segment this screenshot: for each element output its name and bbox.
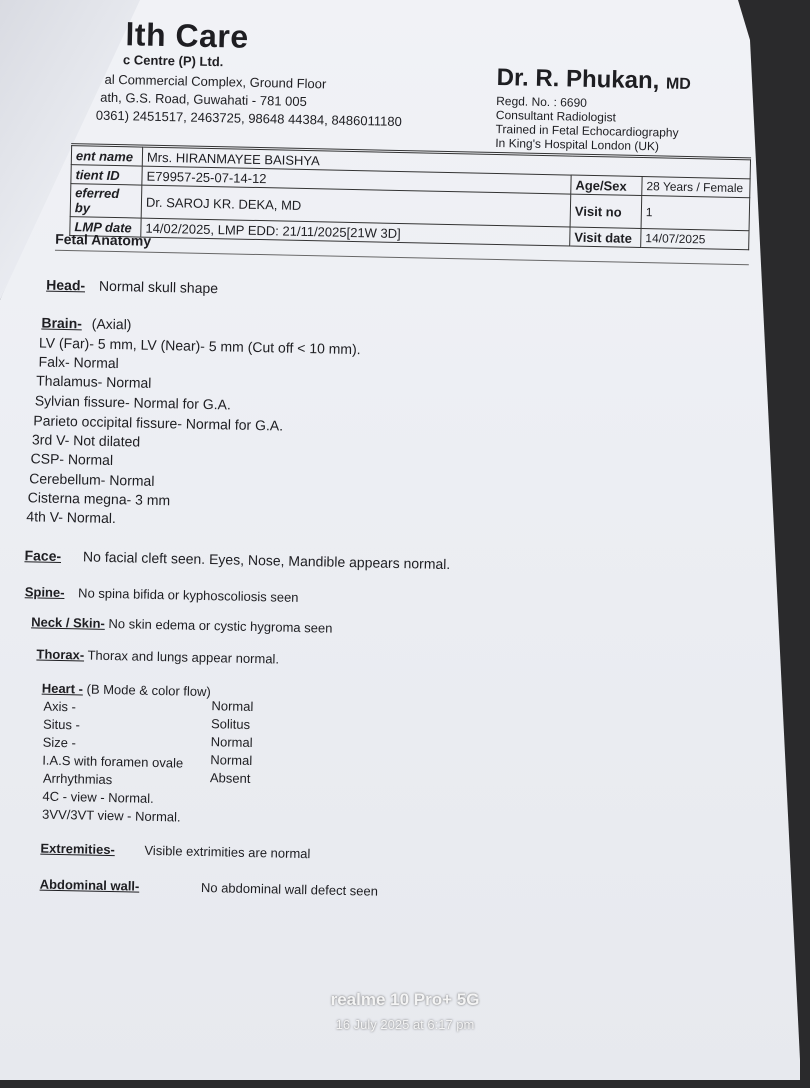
brain-line: LV (Far)- 5 mm, LV (Near)- 5 mm (Cut off < 10 mm). bbox=[38, 334, 361, 358]
heart-situs-key: Situs - bbox=[42, 716, 81, 733]
patient-id: E79957-25-07-14-12 bbox=[142, 166, 571, 194]
lmp-date: 14/02/2025, LMP EDD: 21/11/2025[21W 3D] bbox=[141, 218, 570, 246]
brain-line: Cisterna megna- 3 mm bbox=[27, 489, 171, 509]
camera-timestamp-watermark: 16 July 2025 at 6:17 pm bbox=[335, 1017, 475, 1032]
heart-axis-key: Axis - bbox=[43, 698, 77, 715]
doctor-designation: Consultant Radiologist bbox=[495, 107, 617, 125]
camera-device-watermark: realme 10 Pro+ 5G bbox=[330, 990, 480, 1009]
heart-4c-view: 4C - view - Normal. bbox=[42, 788, 154, 806]
doctor-name-text: Dr. R. Phukan, bbox=[496, 63, 660, 95]
brain-line: CSP- Normal bbox=[30, 450, 114, 469]
heart-mode: (B Mode & color flow) bbox=[86, 681, 211, 700]
doctor-training-2: In King's Hospital London (UK) bbox=[495, 135, 660, 154]
abdominal-wall-value: No abdominal wall defect seen bbox=[200, 879, 379, 899]
clinic-address-line1: al Commercial Complex, Ground Floor bbox=[104, 71, 327, 92]
visit-no-label: Visit no bbox=[570, 194, 642, 228]
patient-id-label: tient ID bbox=[71, 165, 142, 185]
abdominal-wall-row bbox=[40, 877, 379, 899]
face-value: No facial cleft seen. Eyes, Nose, Mandible appears normal. bbox=[82, 548, 451, 573]
brain-row bbox=[41, 314, 131, 332]
brain-line: Parieto occipital fissure- Normal for G.A. bbox=[33, 412, 284, 434]
lmp-date-label: LMP date bbox=[70, 217, 141, 237]
visit-date-label: Visit date bbox=[570, 227, 641, 247]
clinic-address-line2: ath, G.S. Road, Guwahati - 781 005 bbox=[100, 89, 307, 110]
patient-info-table bbox=[69, 145, 751, 250]
heart-axis-value: Normal bbox=[211, 698, 254, 715]
heart-arrhythmia-key: Arrhythmias bbox=[42, 770, 113, 788]
heart-3vv-view: 3VV/3VT view - Normal. bbox=[41, 806, 181, 825]
spine-row bbox=[25, 584, 299, 605]
referred-by: Dr. SAROJ KR. DEKA, MD bbox=[141, 185, 571, 227]
head-row bbox=[46, 277, 218, 297]
extremities-label: Extremities- bbox=[40, 840, 116, 858]
neck-skin-label: Neck / Skin- bbox=[31, 614, 106, 631]
head-label: Head- bbox=[46, 276, 86, 294]
heart-arrhythmia-value: Absent bbox=[209, 770, 251, 786]
head-value: Normal skull shape bbox=[98, 277, 219, 297]
clinic-name: lth Care bbox=[125, 16, 249, 55]
brain-plane: (Axial) bbox=[91, 315, 132, 333]
thorax-value: Thorax and lungs appear normal. bbox=[87, 647, 280, 667]
brain-line: Falx- Normal bbox=[38, 353, 119, 372]
doctor-degree: MD bbox=[665, 75, 692, 94]
brain-line: 3rd V- Not dilated bbox=[31, 431, 141, 450]
age-sex-label: Age/Sex bbox=[571, 175, 642, 195]
heart-size-value: Normal bbox=[210, 734, 253, 751]
brain-line: Sylvian fissure- Normal for G.A. bbox=[34, 392, 232, 413]
brain-line: Cerebellum- Normal bbox=[29, 470, 155, 489]
heart-row bbox=[42, 681, 211, 700]
heart-ias-value: Normal bbox=[210, 752, 253, 769]
patient-name-label: ent name bbox=[71, 146, 142, 166]
doctor-name bbox=[496, 64, 691, 96]
age-sex-value: 28 Years / Female bbox=[642, 177, 750, 198]
abdominal-wall-label: Abdominal wall- bbox=[39, 876, 140, 894]
spine-label: Spine- bbox=[24, 584, 65, 601]
heart-ias-key: I.A.S with foramen ovale bbox=[42, 752, 184, 771]
neck-skin-value: No skin edema or cystic hygroma seen bbox=[108, 615, 333, 636]
doctor-training-1: Trained in Fetal Echocardiography bbox=[495, 121, 679, 140]
thorax-label: Thorax- bbox=[36, 646, 85, 663]
face-label: Face- bbox=[24, 547, 62, 564]
section-divider bbox=[55, 250, 749, 266]
extremities-value: Visible extrimities are normal bbox=[144, 842, 311, 862]
spine-value: No spina bifida or kyphoscoliosis seen bbox=[77, 585, 299, 605]
heart-label: Heart - bbox=[41, 680, 84, 697]
brain-line: 4th V- Normal. bbox=[26, 508, 117, 527]
brain-line: Thalamus- Normal bbox=[36, 372, 152, 391]
fetal-anatomy-title: Fetal Anatomy bbox=[55, 230, 152, 249]
clinic-subtitle: c Centre (P) Ltd. bbox=[122, 52, 224, 70]
brain-label: Brain- bbox=[41, 314, 83, 332]
extremities-row bbox=[40, 841, 310, 862]
heart-size-key: Size - bbox=[42, 734, 77, 751]
thorax-row bbox=[36, 646, 279, 666]
visit-no-value: 1 bbox=[641, 196, 750, 231]
patient-name: Mrs. HIRANMAYEE BAISHYA bbox=[142, 147, 750, 179]
neck-skin-row bbox=[31, 614, 333, 635]
visit-date-value: 14/07/2025 bbox=[641, 229, 749, 250]
doctor-regd: Regd. No. : 6690 bbox=[496, 93, 588, 110]
referred-by-label: eferred by bbox=[70, 184, 142, 218]
face-row bbox=[24, 547, 450, 572]
heart-situs-value: Solitus bbox=[210, 716, 251, 732]
clinic-phone: 0361) 2451517, 2463725, 98648 44384, 8486011180 bbox=[95, 107, 402, 129]
